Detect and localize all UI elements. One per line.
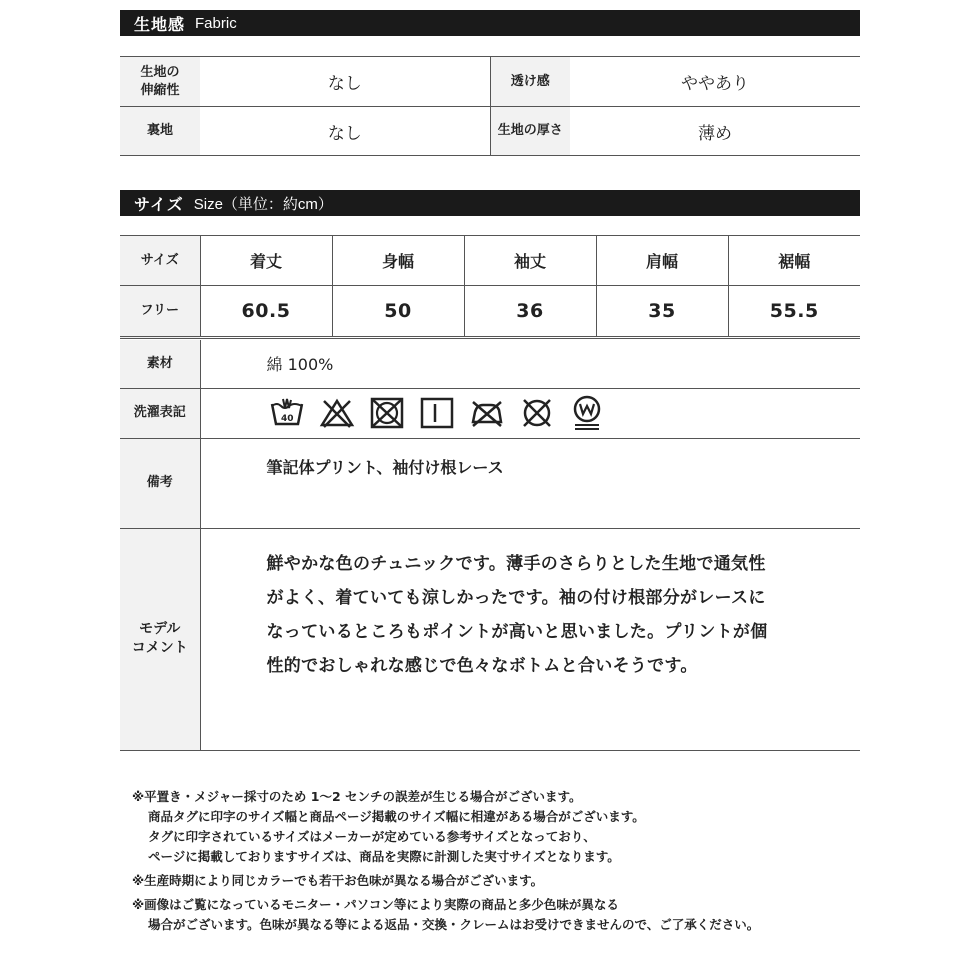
table-row	[120, 57, 860, 107]
wet-clean-icon	[569, 394, 605, 432]
size-title: サイズ	[134, 194, 184, 214]
table-row	[120, 286, 860, 338]
note-line: ※生産時期により同じカラーでも若干お色味が異なる場合がございます。	[132, 873, 544, 888]
model-comment-line: なっているところもポイントが高いと思いました。プリントが個	[266, 621, 768, 642]
remarks-label: 備考	[120, 438, 200, 528]
col-sleeve: 袖丈	[464, 236, 596, 286]
no-tumble-dry-icon	[369, 396, 405, 430]
fabric-subtitle: Fabric	[195, 14, 237, 32]
note-line: ページに掲載しておりますサイズは、商品を実際に計測した実寸サイズとなります。	[148, 849, 620, 864]
col-shoulder: 肩幅	[596, 236, 728, 286]
stretch-value: なし	[200, 57, 490, 107]
note-line: ※画像はご覧になっているモニター・パソコン等により実際の商品と多少色味が異なる	[132, 897, 619, 912]
material-label: 素材	[120, 340, 200, 388]
fabric-title: 生地感	[134, 14, 186, 34]
col-width: 身幅	[332, 236, 464, 286]
note-line: タグに印字されているサイズはメーカーが定めている参考サイズとなっており、	[148, 829, 596, 844]
value-width: 50	[332, 286, 464, 338]
fabric-table	[120, 56, 860, 156]
table-row	[120, 528, 860, 750]
lining-label: 裏地	[120, 107, 200, 156]
size-section-header	[120, 190, 860, 216]
table-row	[120, 236, 860, 286]
value-length: 60.5	[200, 286, 332, 338]
value-hem: 55.5	[728, 286, 860, 338]
table-row	[120, 340, 860, 388]
no-bleach-icon	[319, 396, 355, 430]
stretch-label: 生地の 伸縮性	[120, 57, 200, 107]
model-comment-line: 性的でおしゃれな感じで色々なボトムと合いそうです。	[266, 655, 698, 676]
note-line: 場合がございます。色味が異なる等による返品・交換・クレームはお受けできませんので、ご了承ください。	[148, 917, 760, 932]
no-dry-clean-icon	[519, 396, 555, 430]
table-row	[120, 438, 860, 528]
sheerness-label: 透け感	[490, 57, 570, 107]
model-comment	[200, 528, 860, 750]
table-row	[120, 388, 860, 438]
model-comment-line: がよく、着ていても涼しかったです。袖の付け根部分がレースに	[266, 587, 766, 608]
no-iron-icon	[469, 396, 505, 430]
material-value: 綿 100%	[200, 340, 860, 388]
care-tub-label: 40	[280, 414, 294, 424]
col-hem: 裾幅	[728, 236, 860, 286]
value-sleeve: 36	[464, 286, 596, 338]
sheerness-value: ややあり	[570, 57, 860, 107]
size-subtitle: Size（単位：約cm）	[193, 195, 333, 213]
notes	[132, 787, 759, 935]
care-label: 洗濯表記	[120, 388, 200, 438]
note-line: ※平置き・メジャー採寸のため 1〜2 センチの誤差が生じる場合がございます。	[132, 789, 582, 804]
model-comment-line: 鮮やかな色のチュニックです。薄手のさらりとした生地で通気性	[266, 553, 766, 574]
value-shoulder: 35	[596, 286, 728, 338]
line-dry-icon	[419, 396, 455, 430]
note-line: 商品タグに印字のサイズ幅と商品ページ掲載のサイズ幅に相違がある場合がございます。	[148, 809, 645, 824]
details-table	[120, 340, 860, 751]
hand-wash-40-icon	[269, 396, 305, 430]
thickness-label: 生地の厚さ	[490, 107, 570, 156]
fabric-section-header	[120, 10, 860, 36]
model-comment-label: モデル コメント	[120, 528, 200, 750]
size-header-label: サイズ	[120, 236, 200, 286]
lining-value: なし	[200, 107, 490, 156]
table-row	[120, 107, 860, 156]
col-length: 着丈	[200, 236, 332, 286]
care-icons-cell	[200, 388, 860, 438]
size-free-label: フリー	[120, 286, 200, 338]
thickness-value: 薄め	[570, 107, 860, 156]
size-table	[120, 235, 860, 339]
remarks-value: 筆記体プリント、袖付け根レース	[200, 438, 860, 528]
